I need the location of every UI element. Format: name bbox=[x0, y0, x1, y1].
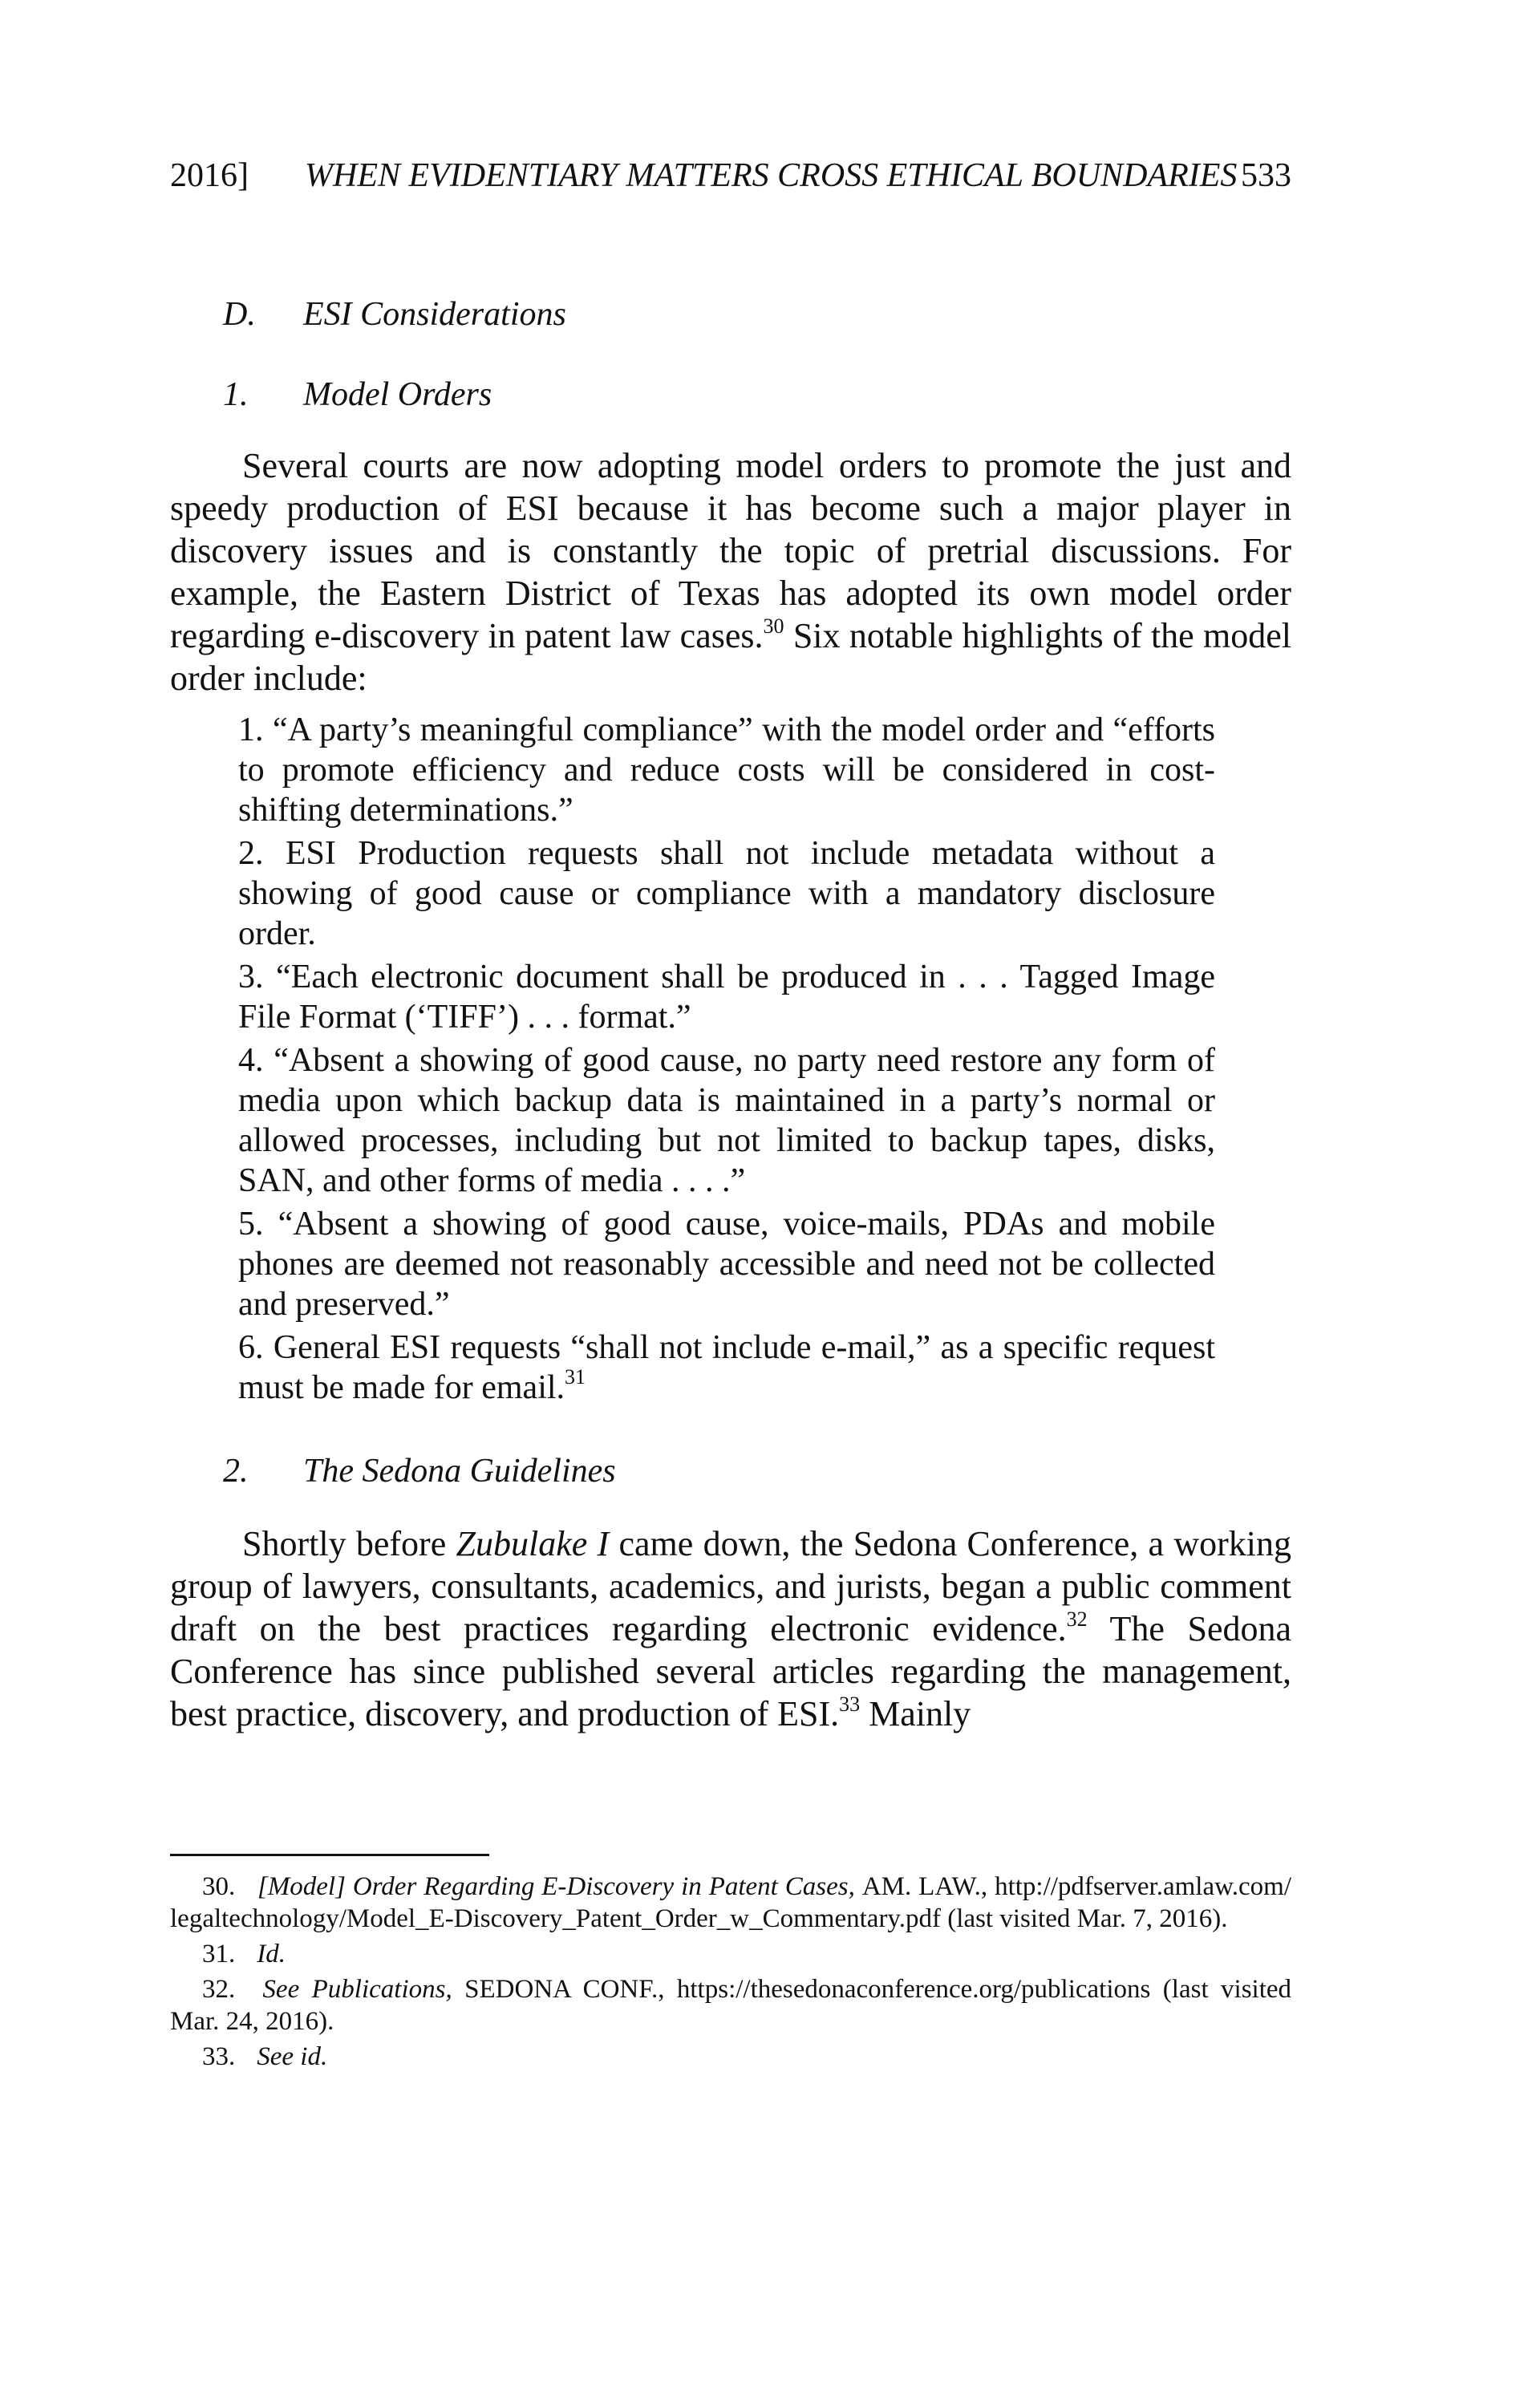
footnote-33: 33. See id. bbox=[202, 2042, 328, 2071]
case-name: Zubulake I bbox=[456, 1524, 610, 1563]
section-heading-d bbox=[223, 295, 566, 334]
footnotes bbox=[170, 1871, 1291, 2076]
body-paragraph bbox=[170, 444, 1291, 699]
running-head-year: 2016] bbox=[170, 157, 249, 194]
subsection-heading-2 bbox=[223, 1452, 616, 1490]
body-paragraph: Shortly before Zubulake I came down, the Sedona Conference, a working group of lawyers, consultants, academics, and jurists, began a public comment draft on the best practices regarding electronic evidence.$^{32}$ The Sedona Conference has since published several articles regarding the management, best practice, discovery, and production of ESI.$^{33}$ Mainly bbox=[170, 1524, 1292, 1733]
paragraph-text: Several courts are now adopting model orders to promote the just and speedy production of ESI because it has become such a major player in discovery issues and is constantly the topic of pretrial discussions. For example, the Eastern District of Texas has adopted its own model order regarding e-discovery in patent law cases. bbox=[170, 446, 1291, 655]
subsection-title: The Sedona Guidelines bbox=[303, 1453, 616, 1490]
footnote-31: 31. Id. bbox=[202, 1940, 286, 1968]
list-item: 5. “Absent a showing of good cause, voice-mails, PDAs and mobile phones are deemed not reasonably accessible and need not be collected and preserved.” bbox=[238, 1206, 1215, 1323]
list-item: 6. General ESI requests “shall not include e-mail,” as a specific request must be made for email.$^{31}$ bbox=[238, 1329, 1215, 1406]
footnote-32: 32. See Publications, SEDONA CONF., https://thesedonaconference.org/publications (last visited Mar. 24, 2016). bbox=[170, 1975, 1292, 2036]
running-head-title: WHEN EVIDENTIARY MATTERS CROSS ETHICAL BOUNDARIES bbox=[305, 157, 1238, 194]
section-title: ESI Considerations bbox=[303, 296, 566, 333]
list-item: 1. “A party’s meaningful compliance” with the model order and “efforts to promote efficiency and reduce costs will be considered in cost-shifting determinations.” bbox=[238, 712, 1216, 829]
list-item: 2. ESI Production requests shall not include metadata without a showing of good cause or compliance with a mandatory disclosure order. bbox=[238, 835, 1215, 952]
highlights-list bbox=[238, 710, 1215, 1411]
page-number: 533 bbox=[1241, 157, 1291, 194]
footnote-ref[interactable]: 32 bbox=[1066, 1608, 1088, 1631]
paragraph-text: Six notable highlights of the model order include: bbox=[170, 616, 1291, 698]
footnote-link[interactable]: https://thesedonaconference.org/publications bbox=[676, 1975, 1151, 2004]
list-item: 4. “Absent a showing of good cause, no party need restore any form of media upon which backup data is maintained in a party’s normal or allowed processes, including but not limited to backup tapes, disks, SAN, and other forms of media . . . .” bbox=[238, 1042, 1216, 1199]
footnote-link[interactable]: http://pdfserver.amlaw.com/legaltechnology/Model_E-Discovery_Patent_Order_w_Commentary.pdf bbox=[170, 1872, 1292, 1933]
footnote-30: 30. [Model] Order Regarding E-Discovery in Patent Cases, AM. LAW., http://pdfserver.amlaw.com/legaltechnology/Model_E-Discovery_Patent_Order_w_Commentary.pdf (last visited Mar. 7, 2016). bbox=[170, 1872, 1292, 1933]
subsection-heading-1 bbox=[223, 375, 492, 414]
subsection-title: Model Orders bbox=[303, 376, 492, 413]
subsection-label: 2. bbox=[223, 1453, 249, 1490]
subsection-label: 1. bbox=[223, 376, 249, 413]
section-label: D. bbox=[223, 296, 256, 333]
footnote-ref[interactable]: 31 bbox=[565, 1365, 586, 1389]
footnote-ref[interactable]: 30 bbox=[763, 614, 784, 638]
list-item: 3. “Each electronic document shall be produced in . . . Tagged Image File Format (‘TIFF’) . . . format.” bbox=[238, 959, 1215, 1036]
footnote-divider bbox=[170, 1854, 489, 1856]
footnote-ref[interactable]: 33 bbox=[839, 1693, 861, 1716]
